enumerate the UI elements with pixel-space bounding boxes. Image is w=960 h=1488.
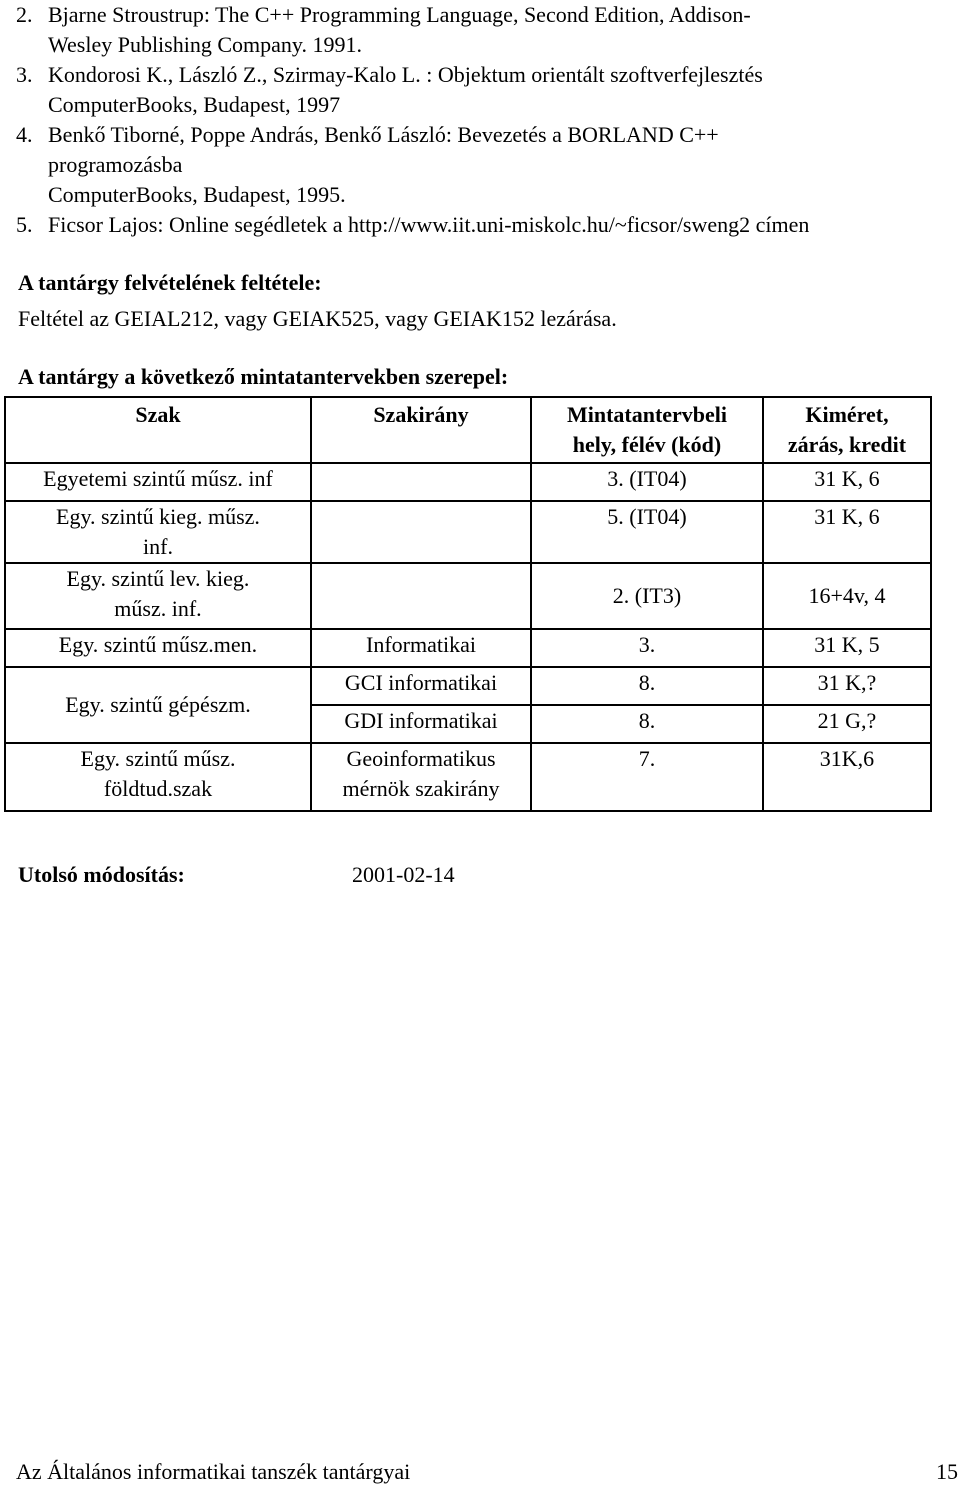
reference-line: Benkő Tiborné, Poppe András, Benkő László: Bevezetés a BORLAND C++ <box>48 122 719 147</box>
cell-line: műsz. inf. <box>114 596 202 621</box>
cell-kimeret: 31 K, 5 <box>763 629 931 667</box>
reference-number: 2. <box>16 2 33 27</box>
header-mintatanterv <box>531 397 763 463</box>
header-szakirany: Szakirány <box>311 397 531 463</box>
cell-kimeret: 21 G,? <box>763 705 931 743</box>
reference-line: Kondorosi K., László Z., Szirmay-Kalo L. : Objektum orientált szoftverfejlesztés <box>48 62 763 87</box>
cell-line: inf. <box>143 534 173 559</box>
cell-kimeret: 16+4v, 4 <box>763 563 931 629</box>
cell-minta: 8. <box>531 705 763 743</box>
reference-number: 3. <box>16 62 33 87</box>
cell-minta: 2. (IT3) <box>531 563 763 629</box>
last-modified-value: 2001-02-14 <box>352 862 455 887</box>
reference-line: Bjarne Stroustrup: The C++ Programming Language, Second Edition, Addison- <box>48 2 751 27</box>
reference-item <box>16 0 956 60</box>
cell-line: mérnök szakirány <box>342 776 500 801</box>
cell-szakirany <box>311 463 531 501</box>
header-line: Mintatantervbeli <box>566 402 728 427</box>
cell-szakirany <box>311 743 531 811</box>
header-szak: Szak <box>5 397 311 463</box>
table-header-row <box>5 397 931 463</box>
header-line: Kiméret, <box>805 402 889 427</box>
reference-item <box>16 60 956 120</box>
cell-szak: Egy. szintű műsz.men. <box>5 629 311 667</box>
page-number: 15 <box>936 1459 958 1484</box>
reference-text <box>48 0 956 60</box>
cell-kimeret: 31 K, 6 <box>763 463 931 501</box>
cell-szak: Egyetemi szintű műsz. inf <box>5 463 311 501</box>
reference-list <box>16 0 956 240</box>
reference-item <box>16 210 956 240</box>
cell-kimeret: 31K,6 <box>763 743 931 811</box>
footer-title: Az Általános informatikai tanszék tantárgyai <box>16 1459 411 1484</box>
reference-number: 5. <box>16 212 33 237</box>
last-modified-label: Utolsó módosítás: <box>18 862 185 887</box>
curriculum-heading: A tantárgy a következő mintatantervekben szerepel: <box>18 364 509 389</box>
cell-szak <box>5 743 311 811</box>
cell-szakirany: GDI informatikai <box>311 705 531 743</box>
table-row <box>5 563 931 629</box>
reference-text <box>48 120 956 210</box>
prereq-text: Feltétel az GEIAL212, vagy GEIAK525, vagy GEIAK152 lezárása. <box>18 306 617 331</box>
cell-minta: 5. (IT04) <box>531 501 763 563</box>
reference-text <box>48 60 956 120</box>
cell-minta: 7. <box>531 743 763 811</box>
reference-line: Wesley Publishing Company. 1991. <box>48 32 362 57</box>
cell-line: földtud.szak <box>103 776 213 801</box>
reference-line: ComputerBooks, Budapest, 1995. <box>48 182 346 207</box>
table-row <box>5 667 931 705</box>
table-row <box>5 743 931 811</box>
cell-line: Egy. szintű kieg. műsz. <box>56 504 260 529</box>
header-line: zárás, kredit <box>787 432 907 457</box>
header-line: hely, félév (kód) <box>572 432 722 457</box>
cell-line: Egy. szintű műsz. <box>80 746 236 771</box>
cell-szak: Egy. szintű gépészm. <box>5 667 311 743</box>
cell-line: Geoinformatikus <box>346 746 496 771</box>
table-row <box>5 629 931 667</box>
cell-kimeret: 31 K,? <box>763 667 931 705</box>
reference-line: programozásba <box>48 152 183 177</box>
reference-item <box>16 120 956 210</box>
cell-szakirany: GCI informatikai <box>311 667 531 705</box>
reference-line: Ficsor Lajos: Online segédletek a http://www.iit.uni-miskolc.hu/~ficsor/sweng2 címen <box>48 212 810 237</box>
cell-szakirany <box>311 563 531 629</box>
cell-minta: 8. <box>531 667 763 705</box>
table-row <box>5 463 931 501</box>
table-row <box>5 501 931 563</box>
cell-szakirany: Informatikai <box>311 629 531 667</box>
cell-szak <box>5 563 311 629</box>
cell-line: Egy. szintű lev. kieg. <box>66 566 250 591</box>
reference-line: ComputerBooks, Budapest, 1997 <box>48 92 341 117</box>
prereq-heading: A tantárgy felvételének feltétele: <box>18 270 322 295</box>
cell-szakirany <box>311 501 531 563</box>
cell-kimeret: 31 K, 6 <box>763 501 931 563</box>
reference-text <box>48 210 956 240</box>
curriculum-table <box>4 396 932 812</box>
cell-szak <box>5 501 311 563</box>
last-modified <box>18 860 455 890</box>
reference-number: 4. <box>16 122 33 147</box>
header-kimeret <box>763 397 931 463</box>
cell-minta: 3. <box>531 629 763 667</box>
cell-minta: 3. (IT04) <box>531 463 763 501</box>
